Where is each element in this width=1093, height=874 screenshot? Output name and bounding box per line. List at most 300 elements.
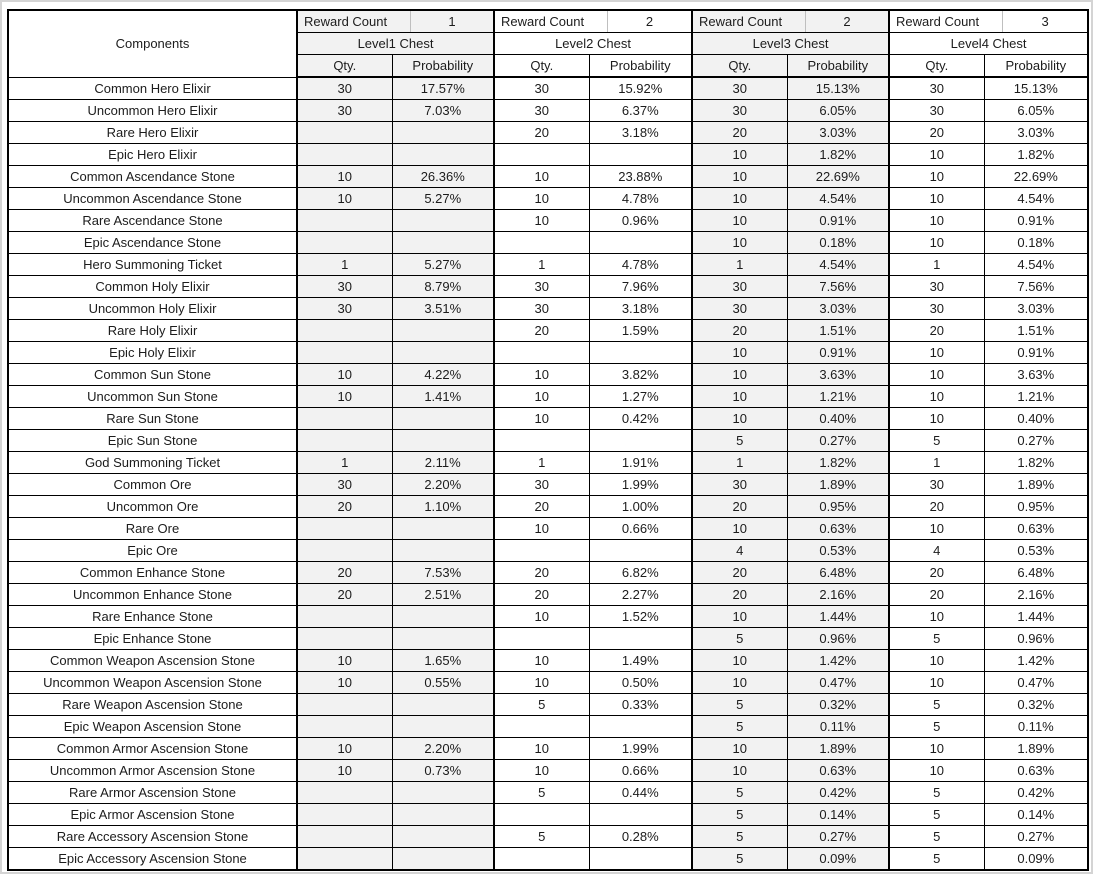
table-row (8, 738, 1088, 760)
qty-cell: 10 (297, 364, 392, 386)
table-row (8, 386, 1088, 408)
probability-cell: 3.18% (589, 122, 692, 144)
qty-cell: 10 (889, 672, 984, 694)
probability-cell: 15.13% (787, 77, 889, 100)
qty-cell (297, 540, 392, 562)
qty-cell: 4 (692, 540, 787, 562)
component-cell: Uncommon Sun Stone (8, 386, 297, 408)
probability-cell (392, 342, 494, 364)
chest-header-level2: Level2 Chest (494, 33, 692, 55)
qty-cell (297, 606, 392, 628)
table-row (8, 452, 1088, 474)
qty-cell: 10 (889, 232, 984, 254)
probability-cell: 7.56% (787, 276, 889, 298)
probability-cell: 0.32% (787, 694, 889, 716)
table-row (8, 672, 1088, 694)
qty-cell: 30 (692, 298, 787, 320)
component-cell: Common Hero Elixir (8, 77, 297, 100)
probability-cell: 1.89% (787, 474, 889, 496)
qty-cell: 30 (297, 77, 392, 100)
probability-cell: 15.13% (984, 77, 1088, 100)
probability-cell (392, 782, 494, 804)
qty-cell: 1 (889, 254, 984, 276)
probability-cell (392, 606, 494, 628)
probability-cell (589, 232, 692, 254)
probability-cell: 22.69% (984, 166, 1088, 188)
probability-cell: 1.42% (787, 650, 889, 672)
probability-cell: 7.03% (392, 100, 494, 122)
component-cell: Epic Holy Elixir (8, 342, 297, 364)
qty-cell (297, 430, 392, 452)
probability-header-level3: Probability (787, 55, 889, 78)
probability-cell: 3.03% (787, 122, 889, 144)
probability-cell: 0.40% (984, 408, 1088, 430)
probability-cell: 1.99% (589, 474, 692, 496)
probability-cell (392, 848, 494, 871)
table-row (8, 694, 1088, 716)
qty-cell: 10 (692, 386, 787, 408)
qty-cell: 20 (494, 320, 589, 342)
table-row (8, 210, 1088, 232)
probability-cell: 1.27% (589, 386, 692, 408)
component-cell: Epic Enhance Stone (8, 628, 297, 650)
probability-cell (392, 694, 494, 716)
probability-cell: 3.03% (984, 298, 1088, 320)
probability-cell: 1.49% (589, 650, 692, 672)
probability-cell: 0.73% (392, 760, 494, 782)
probability-cell: 0.11% (787, 716, 889, 738)
probability-cell: 1.21% (787, 386, 889, 408)
qty-cell: 10 (494, 518, 589, 540)
probability-cell: 1.52% (589, 606, 692, 628)
table-row (8, 254, 1088, 276)
qty-header-level4: Qty. (889, 55, 984, 78)
qty-cell: 30 (692, 474, 787, 496)
probability-cell: 0.27% (787, 826, 889, 848)
probability-cell: 4.78% (589, 188, 692, 210)
probability-cell: 1.51% (787, 320, 889, 342)
header-row-reward-count (8, 10, 1088, 33)
qty-cell: 10 (494, 738, 589, 760)
qty-cell (297, 826, 392, 848)
reward-count-value: 2 (645, 14, 654, 29)
qty-cell: 20 (692, 496, 787, 518)
probability-cell (589, 540, 692, 562)
table-row (8, 540, 1088, 562)
component-cell: Common Armor Ascension Stone (8, 738, 297, 760)
probability-cell: 1.59% (589, 320, 692, 342)
table-row (8, 584, 1088, 606)
component-cell: Common Weapon Ascension Stone (8, 650, 297, 672)
probability-cell (392, 408, 494, 430)
table-row (8, 804, 1088, 826)
probability-cell: 1.91% (589, 452, 692, 474)
table-row (8, 562, 1088, 584)
probability-header-level1: Probability (392, 55, 494, 78)
probability-cell: 6.48% (787, 562, 889, 584)
probability-cell: 0.18% (787, 232, 889, 254)
qty-cell: 10 (692, 650, 787, 672)
probability-cell (589, 628, 692, 650)
probability-cell: 1.21% (984, 386, 1088, 408)
probability-cell: 0.96% (787, 628, 889, 650)
qty-cell: 5 (889, 694, 984, 716)
probability-cell: 1.82% (787, 452, 889, 474)
probability-cell: 2.20% (392, 738, 494, 760)
probability-cell: 0.40% (787, 408, 889, 430)
probability-cell: 2.51% (392, 584, 494, 606)
component-cell: Rare Holy Elixir (8, 320, 297, 342)
qty-cell (494, 628, 589, 650)
component-cell: Common Ascendance Stone (8, 166, 297, 188)
reward-count-label: Reward Count (501, 14, 585, 29)
qty-cell: 10 (494, 188, 589, 210)
probability-cell: 1.82% (787, 144, 889, 166)
qty-cell: 5 (692, 826, 787, 848)
qty-cell: 10 (297, 166, 392, 188)
probability-cell: 0.96% (984, 628, 1088, 650)
probability-cell: 0.91% (787, 342, 889, 364)
chest-header-level4: Level4 Chest (889, 33, 1088, 55)
qty-cell: 30 (494, 474, 589, 496)
qty-cell (297, 848, 392, 871)
chest-header-level3: Level3 Chest (692, 33, 889, 55)
probability-cell: 0.42% (984, 782, 1088, 804)
qty-cell (297, 210, 392, 232)
qty-cell (297, 628, 392, 650)
qty-cell: 30 (889, 77, 984, 100)
table-row (8, 606, 1088, 628)
probability-cell: 1.51% (984, 320, 1088, 342)
qty-cell: 10 (889, 166, 984, 188)
table-row (8, 716, 1088, 738)
probability-cell: 0.44% (589, 782, 692, 804)
qty-cell: 10 (297, 760, 392, 782)
qty-cell: 20 (692, 320, 787, 342)
probability-cell: 2.20% (392, 474, 494, 496)
probability-cell (589, 430, 692, 452)
qty-cell: 20 (494, 584, 589, 606)
qty-cell: 5 (494, 782, 589, 804)
qty-cell: 20 (494, 122, 589, 144)
qty-cell: 5 (494, 826, 589, 848)
qty-cell: 20 (692, 122, 787, 144)
qty-cell (297, 804, 392, 826)
probability-cell: 0.95% (787, 496, 889, 518)
probability-cell: 3.63% (984, 364, 1088, 386)
probability-cell (589, 848, 692, 871)
qty-cell: 30 (692, 100, 787, 122)
qty-header-level3: Qty. (692, 55, 787, 78)
probability-cell: 3.03% (787, 298, 889, 320)
probability-cell: 0.42% (787, 782, 889, 804)
reward-count-cell-level2 (494, 10, 692, 33)
component-cell: Epic Ascendance Stone (8, 232, 297, 254)
qty-cell: 30 (889, 100, 984, 122)
probability-cell (589, 342, 692, 364)
probability-cell: 0.27% (984, 826, 1088, 848)
probability-cell: 0.63% (984, 760, 1088, 782)
probability-cell: 3.63% (787, 364, 889, 386)
qty-cell: 20 (692, 584, 787, 606)
component-cell: Epic Accessory Ascension Stone (8, 848, 297, 871)
qty-cell: 10 (494, 408, 589, 430)
probability-cell: 3.03% (984, 122, 1088, 144)
probability-cell: 15.92% (589, 77, 692, 100)
table-row (8, 848, 1088, 871)
qty-cell: 10 (494, 364, 589, 386)
component-cell: Epic Sun Stone (8, 430, 297, 452)
table-row (8, 628, 1088, 650)
qty-cell: 10 (692, 760, 787, 782)
qty-cell: 10 (692, 738, 787, 760)
qty-cell (297, 716, 392, 738)
table-row (8, 77, 1088, 100)
component-cell: Epic Armor Ascension Stone (8, 804, 297, 826)
table-row (8, 760, 1088, 782)
table-row (8, 342, 1088, 364)
qty-cell: 10 (692, 232, 787, 254)
qty-cell: 30 (297, 100, 392, 122)
qty-cell (494, 342, 589, 364)
qty-cell: 5 (889, 628, 984, 650)
component-cell: Uncommon Enhance Stone (8, 584, 297, 606)
probability-cell: 1.82% (984, 452, 1088, 474)
probability-cell (392, 210, 494, 232)
qty-cell: 30 (297, 276, 392, 298)
component-cell: Hero Summoning Ticket (8, 254, 297, 276)
qty-cell: 5 (889, 782, 984, 804)
component-cell: Common Holy Elixir (8, 276, 297, 298)
probability-cell: 1.82% (984, 144, 1088, 166)
component-cell: Rare Armor Ascension Stone (8, 782, 297, 804)
probability-cell: 1.89% (787, 738, 889, 760)
probability-cell: 0.27% (787, 430, 889, 452)
probability-cell: 5.27% (392, 254, 494, 276)
probability-cell: 4.54% (787, 188, 889, 210)
qty-cell: 30 (494, 100, 589, 122)
qty-cell: 20 (889, 496, 984, 518)
component-cell: Rare Ascendance Stone (8, 210, 297, 232)
qty-cell: 1 (297, 452, 392, 474)
qty-cell: 30 (889, 298, 984, 320)
probability-cell (392, 540, 494, 562)
probability-cell: 3.82% (589, 364, 692, 386)
probability-cell: 1.44% (787, 606, 889, 628)
qty-cell: 10 (297, 672, 392, 694)
component-cell: Uncommon Ascendance Stone (8, 188, 297, 210)
qty-cell (494, 804, 589, 826)
table-row (8, 518, 1088, 540)
qty-cell: 10 (889, 386, 984, 408)
qty-cell: 1 (692, 452, 787, 474)
probability-cell (589, 716, 692, 738)
probability-cell: 6.05% (984, 100, 1088, 122)
qty-cell: 10 (494, 672, 589, 694)
qty-cell (297, 342, 392, 364)
probability-cell: 1.44% (984, 606, 1088, 628)
table-row (8, 650, 1088, 672)
qty-cell: 10 (889, 342, 984, 364)
probability-cell: 0.32% (984, 694, 1088, 716)
table-row (8, 188, 1088, 210)
qty-cell: 10 (889, 738, 984, 760)
table-row (8, 408, 1088, 430)
qty-cell (297, 782, 392, 804)
probability-cell: 6.37% (589, 100, 692, 122)
probability-cell (392, 804, 494, 826)
component-cell: Rare Weapon Ascension Stone (8, 694, 297, 716)
table-row (8, 166, 1088, 188)
qty-cell: 10 (494, 760, 589, 782)
qty-cell: 20 (297, 496, 392, 518)
reward-count-cell-level4 (889, 10, 1088, 33)
probability-cell (392, 232, 494, 254)
probability-cell: 0.95% (984, 496, 1088, 518)
qty-cell: 10 (889, 408, 984, 430)
qty-cell: 10 (692, 342, 787, 364)
qty-cell: 10 (889, 210, 984, 232)
probability-cell: 0.91% (984, 342, 1088, 364)
probability-cell: 0.09% (787, 848, 889, 871)
table-row (8, 320, 1088, 342)
probability-cell: 0.18% (984, 232, 1088, 254)
qty-cell: 20 (692, 562, 787, 584)
qty-cell: 10 (889, 650, 984, 672)
probability-header-level4: Probability (984, 55, 1088, 78)
qty-cell: 5 (692, 804, 787, 826)
qty-cell (297, 694, 392, 716)
probability-header-level2: Probability (589, 55, 692, 78)
chest-header-level1: Level1 Chest (297, 33, 494, 55)
probability-cell (392, 320, 494, 342)
probability-cell: 0.55% (392, 672, 494, 694)
probability-cell: 0.42% (589, 408, 692, 430)
qty-cell: 10 (692, 364, 787, 386)
probability-cell (392, 122, 494, 144)
reward-count-value: 1 (448, 14, 456, 29)
qty-header-level2: Qty. (494, 55, 589, 78)
qty-cell: 5 (692, 848, 787, 871)
probability-cell: 2.16% (984, 584, 1088, 606)
reward-count-cell-level1 (297, 10, 494, 33)
qty-cell: 10 (692, 144, 787, 166)
qty-cell: 20 (889, 320, 984, 342)
probability-cell: 0.14% (787, 804, 889, 826)
probability-cell (589, 804, 692, 826)
qty-cell (297, 144, 392, 166)
probability-cell: 0.63% (984, 518, 1088, 540)
probability-cell: 26.36% (392, 166, 494, 188)
qty-cell: 20 (494, 496, 589, 518)
probability-cell: 7.96% (589, 276, 692, 298)
probability-cell: 0.47% (787, 672, 889, 694)
qty-cell: 30 (494, 298, 589, 320)
qty-cell: 10 (889, 606, 984, 628)
probability-cell: 0.33% (589, 694, 692, 716)
qty-cell: 5 (494, 694, 589, 716)
qty-cell: 10 (692, 210, 787, 232)
probability-cell: 0.09% (984, 848, 1088, 871)
qty-cell: 30 (692, 77, 787, 100)
probability-cell: 0.50% (589, 672, 692, 694)
qty-cell: 10 (889, 144, 984, 166)
probability-cell: 0.63% (787, 518, 889, 540)
probability-cell: 6.05% (787, 100, 889, 122)
qty-cell: 10 (889, 518, 984, 540)
component-cell: Rare Enhance Stone (8, 606, 297, 628)
qty-cell: 30 (889, 276, 984, 298)
reward-count-label: Reward Count (699, 14, 783, 29)
table-body (8, 77, 1088, 870)
probability-cell: 4.54% (984, 254, 1088, 276)
probability-cell: 2.27% (589, 584, 692, 606)
qty-cell: 1 (494, 452, 589, 474)
probability-cell: 4.22% (392, 364, 494, 386)
qty-cell: 5 (692, 430, 787, 452)
probability-cell: 23.88% (589, 166, 692, 188)
qty-cell: 10 (889, 188, 984, 210)
qty-cell: 20 (889, 122, 984, 144)
component-cell: Common Sun Stone (8, 364, 297, 386)
qty-cell: 10 (692, 606, 787, 628)
table-row (8, 782, 1088, 804)
table-row (8, 430, 1088, 452)
reward-count-label: Reward Count (304, 14, 388, 29)
probability-cell: 5.27% (392, 188, 494, 210)
qty-cell: 5 (692, 782, 787, 804)
component-cell: Rare Sun Stone (8, 408, 297, 430)
probability-cell: 4.54% (787, 254, 889, 276)
qty-cell (297, 320, 392, 342)
probability-cell: 0.96% (589, 210, 692, 232)
qty-cell: 5 (692, 716, 787, 738)
qty-cell: 20 (494, 562, 589, 584)
qty-cell: 10 (889, 760, 984, 782)
probability-cell: 0.53% (984, 540, 1088, 562)
qty-cell: 5 (889, 804, 984, 826)
probability-cell: 3.51% (392, 298, 494, 320)
table-row (8, 276, 1088, 298)
table-row (8, 826, 1088, 848)
qty-cell: 10 (494, 386, 589, 408)
qty-cell (494, 144, 589, 166)
qty-cell (494, 540, 589, 562)
probability-cell: 7.56% (984, 276, 1088, 298)
components-header: Components (8, 10, 297, 77)
qty-cell: 30 (494, 77, 589, 100)
qty-cell: 30 (889, 474, 984, 496)
probability-cell (392, 628, 494, 650)
probability-cell: 0.91% (984, 210, 1088, 232)
qty-cell: 5 (889, 826, 984, 848)
qty-cell: 10 (297, 386, 392, 408)
component-cell: Uncommon Holy Elixir (8, 298, 297, 320)
probability-cell: 6.82% (589, 562, 692, 584)
probability-cell (392, 144, 494, 166)
probability-cell (392, 430, 494, 452)
probability-cell: 3.18% (589, 298, 692, 320)
probability-cell: 1.89% (984, 738, 1088, 760)
qty-cell: 10 (297, 650, 392, 672)
probability-cell: 0.14% (984, 804, 1088, 826)
table-row (8, 298, 1088, 320)
component-cell: Epic Weapon Ascension Stone (8, 716, 297, 738)
probability-cell: 4.54% (984, 188, 1088, 210)
component-cell: Rare Ore (8, 518, 297, 540)
probability-cell: 2.11% (392, 452, 494, 474)
component-cell: Rare Accessory Ascension Stone (8, 826, 297, 848)
